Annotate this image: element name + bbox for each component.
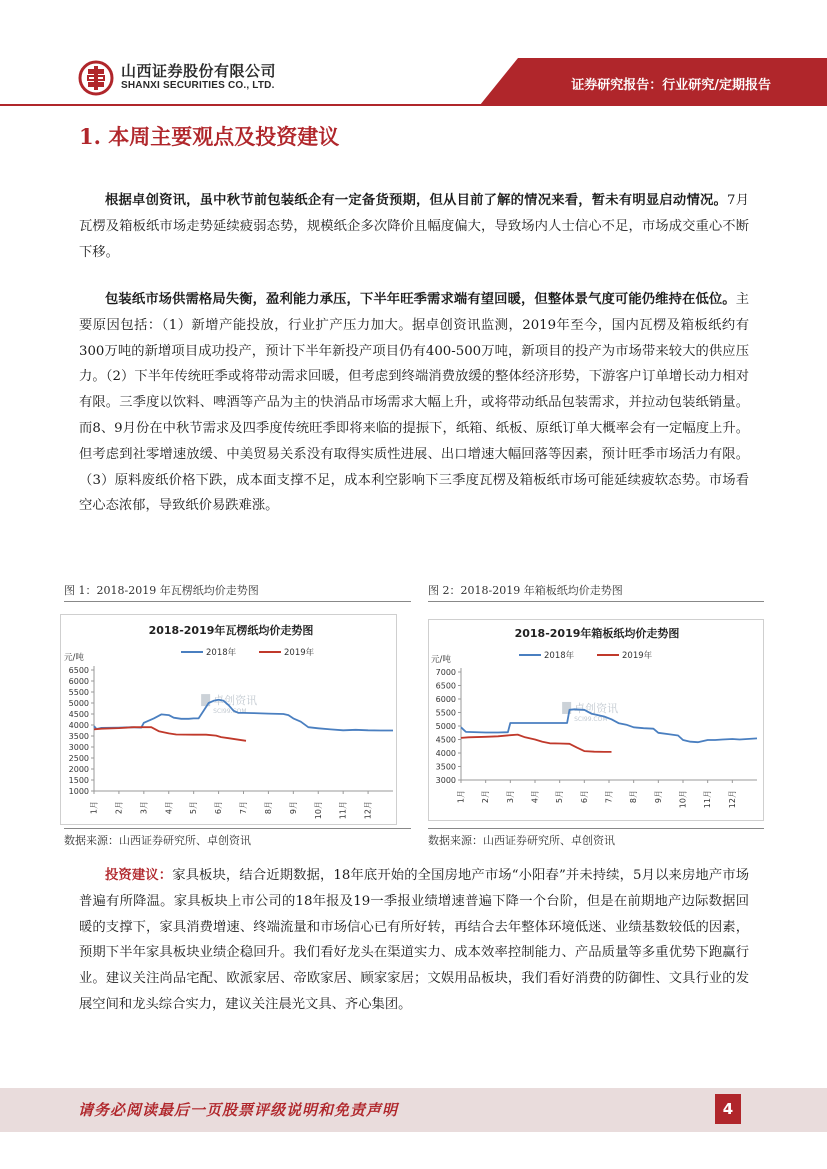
y-tick-label: 5000: [68, 699, 89, 708]
watermark-text: 卓创资讯: [213, 694, 258, 708]
y-tick-label: 3000: [68, 743, 89, 752]
x-tick-label: 1月: [89, 801, 99, 815]
y-tick-label: 4500: [435, 735, 456, 745]
figure-1-caption: 图 1：2018-2019 年瓦楞纸均价走势图: [64, 584, 259, 597]
watermark-subtext: SCI99.COM: [213, 708, 247, 716]
x-tick-label: 12月: [363, 801, 373, 820]
y-tick-label: 6000: [435, 695, 456, 704]
page-number: 4: [715, 1094, 741, 1124]
page-header: [0, 0, 827, 110]
y-tick-label: 6500: [68, 666, 89, 675]
figure-2-caption: 图 2：2018-2019 年箱板纸均价走势图: [428, 584, 623, 597]
x-tick-label: 12月: [727, 790, 737, 809]
y-tick-label: 4000: [435, 749, 456, 758]
series-line-2019年: [461, 735, 612, 752]
legend-label: 2018年: [206, 648, 237, 658]
x-tick-label: 10月: [678, 790, 688, 809]
paragraph-lead: 包装纸市场供需格局失衡，盈利能力承压，下半年旺季需求端有望回暖，但整体景气度可能仍维持在低位。: [105, 292, 736, 307]
watermark-text: 卓创资讯: [574, 701, 619, 715]
x-tick-label: 3月: [505, 790, 515, 804]
y-tick-label: 1500: [68, 776, 89, 785]
x-tick-label: 4月: [530, 790, 540, 804]
disclaimer-link[interactable]: 请务必阅读最后一页股票评级说明和免责声明: [78, 1101, 399, 1119]
x-tick-label: 5月: [189, 801, 199, 815]
legend-label: 2018年: [544, 651, 575, 661]
x-tick-label: 3月: [139, 801, 149, 815]
watermark-subtext: SCI99.COM: [574, 715, 608, 723]
x-tick-label: 9月: [288, 801, 298, 815]
advice-label: 投资建议：: [105, 868, 173, 883]
chart-corrugated-paper-price: [60, 614, 397, 825]
shanxi-securities-logo-icon: [78, 60, 114, 96]
figure-2-top-rule: [428, 601, 764, 602]
legend-label: 2019年: [622, 651, 653, 661]
chart-canvas: [429, 620, 765, 822]
chart-containerboard-price: [428, 619, 764, 821]
chart-canvas: [61, 615, 398, 826]
y-tick-label: 4000: [68, 721, 89, 730]
paragraph-body: 主要原因包括：（1）新增产能投放，行业扩产压力加大。据卓创资讯监测，2019年至今，国内瓦楞及箱板纸约有300万吨的新增项目成功投产，预计下半年新投产项目仍有400-500万吨，新项目的投产为市场带来较大的供应压力。（2）下半年传统旺季或将带动需求回暖，但考虑到终端消费放缓的整体经济形势，下游客户订单增长动力相对有限。三季度以饮料、啤酒等产品为主的快消品市场需求大幅上升，或将带动纸品包装需求，并拉动包装纸销量。而8、9月份在中秋节需求及四季度传统旺季即将来临的提振下，纸箱、纸板、原纸订单大概率会有一定幅度上升。但考虑到社零增速放缓、中美贸易关系没有取得实质性进展、出口增速大幅回落等因素，预计旺季市场活力有限。（3）原料废纸价格下跌，成本面支撑不足，成本利空影响下三季度瓦楞及箱板纸市场可能延续疲软态势。市场看空心态浓郁，导致纸价易跌难涨。: [79, 292, 749, 514]
paragraph-body: 家具板块，结合近期数据，18年底开始的全国房地产市场“小阳春”并未持续，5月以来房地产市场普遍有所降温。家具板块上市公司的18年报及19一季报业绩增速普遍下降一个台阶，但是在前期地产边际数据回暖的支撑下，家具消费增速、终端流量和市场信心已有所好转，再结合去年整体环境低迷、业绩基数较低的因素，预期下半年家具板块业绩企稳回升。我们看好龙头在渠道实力、成本效率控制能力、产品质量等多重优势下跑赢行业。建议关注尚品宅配、欧派家居、帝欧家居、顾家家居；文娱用品板块，我们看好消费的防御性、文具行业的发展空间和龙头综合实力，建议关注晨光文具、齐心集团。: [79, 868, 749, 1012]
y-tick-label: 3000: [435, 776, 456, 785]
figure-2-source: 数据来源：山西证券研究所、卓创资讯: [428, 834, 615, 847]
figure-1-top-rule: [64, 601, 411, 602]
x-tick-label: 11月: [338, 801, 348, 820]
y-tick-label: 6000: [68, 677, 89, 686]
y-tick-label: 3500: [68, 732, 89, 741]
x-tick-label: 7月: [604, 790, 614, 804]
y-axis-unit-label: 元/吨: [431, 655, 451, 665]
paragraph-investment-advice: [79, 863, 749, 1018]
chart-title: 2018-2019年箱板纸均价走势图: [514, 627, 680, 640]
y-tick-label: 3500: [435, 762, 456, 772]
y-axis-unit-label: 元/吨: [64, 653, 84, 663]
x-tick-label: 7月: [239, 801, 248, 815]
x-tick-label: 4月: [164, 801, 174, 815]
x-tick-label: 2月: [114, 801, 124, 815]
y-tick-label: 1000: [68, 787, 89, 796]
header-divider: [0, 104, 827, 106]
x-tick-label: 6月: [579, 790, 589, 804]
x-tick-label: 9月: [653, 790, 663, 804]
paragraph-supply-demand: [79, 287, 749, 519]
figure-1-bottom-rule: [64, 828, 411, 829]
y-tick-label: 5500: [435, 708, 456, 718]
paragraph-body: 7月瓦楞及箱板纸市场走势延续疲弱态势，规模纸企多次降价且幅度偏大，导致场内人士信心不足，市场成交重心不断下移。: [79, 193, 749, 260]
y-tick-label: 5000: [435, 722, 456, 731]
x-tick-label: 2月: [481, 790, 491, 804]
y-tick-label: 6500: [435, 681, 456, 691]
series-line-2019年: [94, 727, 246, 741]
x-tick-label: 1月: [456, 790, 466, 804]
x-tick-label: 8月: [263, 801, 273, 815]
figure-2-bottom-rule: [428, 828, 764, 829]
y-tick-label: 2500: [68, 754, 89, 763]
x-tick-label: 6月: [214, 801, 224, 815]
x-tick-label: 5月: [555, 790, 565, 804]
chart-title: 2018-2019年瓦楞纸均价走势图: [148, 624, 314, 637]
company-name-cn: 山西证券股份有限公司: [121, 62, 277, 80]
x-tick-label: 10月: [313, 801, 323, 820]
x-tick-label: 8月: [629, 790, 639, 804]
y-tick-label: 7000: [435, 668, 456, 677]
figure-1-source: 数据来源：山西证券研究所、卓创资讯: [64, 834, 251, 847]
y-tick-label: 5500: [68, 688, 89, 697]
paragraph-market-outlook: [79, 188, 749, 265]
report-type: 证券研究报告：行业研究/定期报告: [571, 78, 771, 93]
y-tick-label: 4500: [68, 710, 89, 719]
section-title: 1. 本周主要观点及投资建议: [79, 124, 340, 149]
paragraph-lead: 根据卓创资讯，虽中秋节前包装纸企有一定备货预期，但从目前了解的情况来看，暂未有明显启动情况。: [105, 193, 728, 208]
x-tick-label: 11月: [703, 790, 713, 809]
legend-label: 2019年: [284, 648, 315, 658]
company-name-en: SHANXI SECURITIES CO., LTD.: [121, 80, 275, 91]
y-tick-label: 2000: [68, 765, 89, 774]
